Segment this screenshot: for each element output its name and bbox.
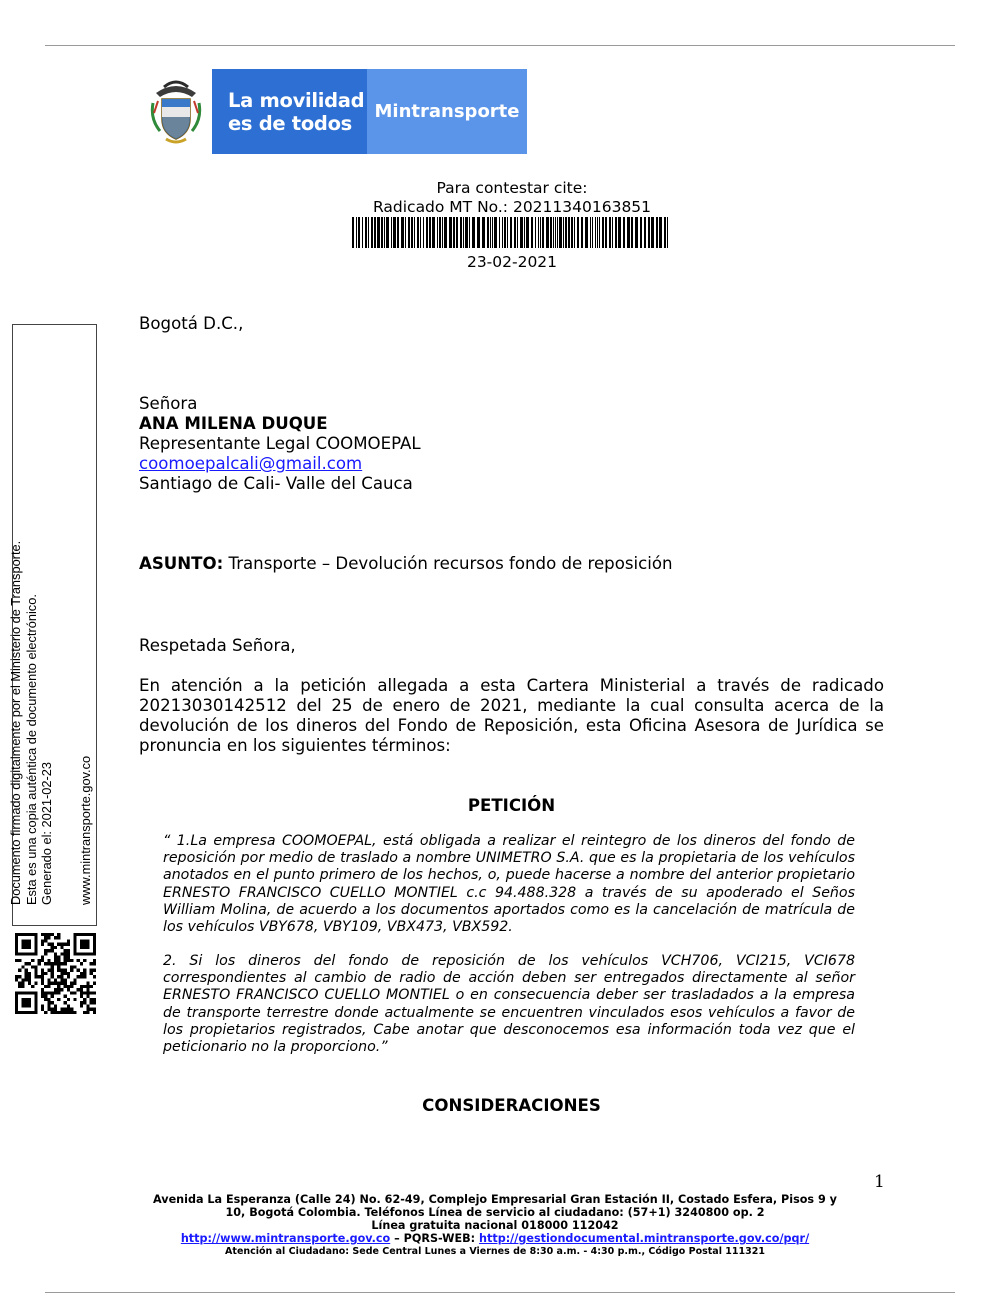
recipient-role: Representante Legal COOMOEPAL: [139, 434, 421, 453]
recipient-name: ANA MILENA DUQUE: [139, 414, 328, 433]
logo-slogan-line1: La movilidad: [228, 88, 365, 112]
recipient-email-link[interactable]: coomoepalcali@gmail.com: [139, 454, 363, 473]
footer-toll-free: Línea gratuita nacional 018000 112042: [371, 1219, 619, 1232]
footer-address-line2: 10, Bogotá Colombia. Teléfonos Línea de servicio al ciudadano: (57+1) 3240800 op. 2: [225, 1206, 765, 1219]
logo-slogan: [212, 69, 367, 154]
radicado-date: 23-02-2021: [466, 253, 558, 271]
qr-code-icon[interactable]: [15, 933, 96, 1014]
footer-pqrs-label: – PQRS-WEB:: [390, 1232, 480, 1245]
petition-quote-point1: “ 1.La empresa COOMOEPAL, está obligada a realizar el reintegro de los dineros del fondo de reposición por medio de traslado a nombre UNIMETRO S.A. que es la propietaria de los vehículos anotados en el punto primero de los hechos, o, puede hacerse a nombre del anterior propietario ERNESTO FRANCISCO CUELLO MONTIEL c.c 94.488.328 a través de su apoderado el Seños William Molina, de acuerdo a los documentos aportados como es la cancelación de matrícula de los vehículos VBY678, VBY109, VBX473, VBX592.: [163, 833, 855, 936]
considerations-heading: CONSIDERACIONES: [422, 1096, 601, 1115]
ministry-logo-banner: [139, 69, 527, 154]
petition-quote-point2: 2. Si los dineros del fondo de reposición de los vehículos VCH706, VCI215, VCI678 correspondientes al cambio de radio de acción deben ser entregados directamente al señor ERNESTO FRANCISCO CUELLO MONTIEL o en consecuencia deber ser trasladados a la empresa de transporte terrestre donde actualmente se encuentren vinculados esos vehículos a favor de los propietarios registrados, Cabe anotar que desconocemos esa información toda vez que el peticionario no la proporciono.”: [163, 953, 855, 1056]
cert-line3: Generado el: 2021-02-23: [39, 761, 54, 905]
top-rule: [45, 45, 955, 46]
intro-paragraph: En atención a la petición allegada a esta Cartera Ministerial a través de radicado 20213030142512 del 25 de enero de 2021, mediante la cual consulta acerca de la devolución de los dineros del Fondo de Reposición, esta Oficina Asesora de Jurídica se pronuncia en los siguientes términos:: [139, 676, 884, 755]
cert-line1: Documento firmado digitalmente por el Ministerio de Transporte.: [8, 540, 23, 905]
greeting: Respetada Señora,: [139, 636, 296, 655]
bottom-rule: [45, 1292, 955, 1293]
logo-slogan-line2: es de todos: [228, 111, 352, 135]
cert-site: www.mintransporte.gov.co: [77, 755, 93, 905]
colombia-coat-of-arms-icon: [139, 69, 212, 154]
recipient-email-line: [139, 454, 362, 474]
subject-label: ASUNTO:: [139, 554, 224, 573]
petition-heading: PETICIÓN: [467, 796, 556, 815]
barcode-icon: [352, 217, 668, 248]
footer-address-line1: Avenida La Esperanza (Calle 24) No. 62-49, Complejo Empresarial Gran Estación II, Costado Esfera, Pisos 9 y: [153, 1193, 837, 1206]
footer-hours: Atención al Ciudadano: Sede Central Lunes a Viernes de 8:30 a.m. - 4:30 p.m., Código Postal 111321: [225, 1246, 765, 1257]
subject-text: Transporte – Devolución recursos fondo de reposición: [223, 554, 673, 573]
recipient-location: Santiago de Cali- Valle del Cauca: [139, 474, 413, 493]
city-line: Bogotá D.C.,: [139, 314, 244, 333]
footer-pqrs-link[interactable]: http://gestiondocumental.mintransporte.gov.co/pqr/: [479, 1232, 810, 1245]
logo-brand: Mintransporte: [367, 69, 527, 154]
radicado-number: Radicado MT No.: 20211340163851: [372, 198, 652, 216]
footer-links: [130, 1232, 860, 1246]
subject-line: [139, 554, 673, 574]
cite-instruction: Para contestar cite:: [436, 179, 588, 197]
page-number: 1: [874, 1172, 885, 1192]
salutation-title: Señora: [139, 394, 198, 413]
cert-line2: Esta es una copia auténtica de documento electrónico.: [23, 594, 39, 905]
footer-website-link[interactable]: http://www.mintransporte.gov.co: [180, 1232, 391, 1245]
digital-signature-text: [8, 541, 93, 905]
